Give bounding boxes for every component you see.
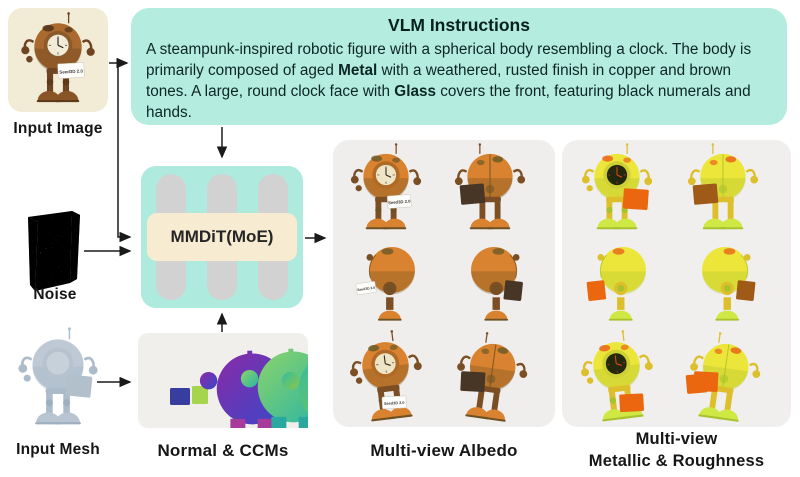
metallic-roughness-panel <box>562 140 791 427</box>
vlm-instructions-box <box>131 8 787 125</box>
svg-text:Seed3D 2.0: Seed3D 2.0 <box>383 400 405 406</box>
albedo-view-tilt-back <box>451 332 531 431</box>
seed-badge <box>382 396 407 409</box>
metallic-label-line2: Metallic & Roughness <box>588 452 765 470</box>
mmdit-label: MMDiT(MoE) <box>147 213 297 261</box>
input-image-label: Input Image <box>13 120 103 137</box>
albedo-label: Multi-view Albedo <box>370 441 518 460</box>
seed-badge <box>58 63 85 79</box>
metallic-label <box>562 428 791 472</box>
normal-ccm-label: Normal & CCMs <box>157 441 289 460</box>
albedo-view-side-right <box>457 238 531 332</box>
input-image-card <box>8 8 108 112</box>
metallic-view-side-left <box>586 238 660 332</box>
metallic-label-line1: Multi-view <box>635 430 718 448</box>
svg-text:Seed3D 2.0: Seed3D 2.0 <box>356 285 376 293</box>
noise-cube-figure <box>22 203 86 293</box>
seed-badge <box>356 281 377 295</box>
metallic-view-side-right <box>688 238 762 332</box>
metallic-view-front <box>578 142 656 241</box>
albedo-view-front <box>347 142 425 241</box>
normal-ccm-robots <box>138 333 308 428</box>
metallic-view-tilt-front <box>578 330 658 431</box>
svg-text:Seed3D 2.0: Seed3D 2.0 <box>387 198 411 206</box>
seed-badge <box>387 194 411 208</box>
albedo-view-side-left <box>355 238 429 332</box>
normal-ccm-panel <box>138 333 308 428</box>
arrow-image-to-mmdit <box>118 63 130 237</box>
vlm-description: A steampunk-inspired robotic figure with a spherical body resembling a clock. The body is primarily composed of aged Metal with a weathered, rusted finish in copper and brown tones. A large, round clock face with Glass covers the front, featuring black numerals and hands. <box>146 41 752 121</box>
mesh-robot-figure <box>14 326 102 432</box>
metallic-view-back <box>684 142 762 241</box>
mmdit-block <box>141 166 303 308</box>
metallic-view-tilt-back <box>684 332 764 431</box>
steampunk-robot-figure <box>16 11 100 109</box>
vlm-title: VLM Instructions <box>388 15 530 35</box>
input-mesh-label: Input Mesh <box>16 441 100 458</box>
albedo-panel <box>333 140 555 427</box>
albedo-view-back <box>451 142 529 241</box>
albedo-view-tilt-front <box>347 330 427 431</box>
noise-label: Noise <box>33 286 77 303</box>
svg-text:Seed3D 2.0: Seed3D 2.0 <box>59 68 83 75</box>
